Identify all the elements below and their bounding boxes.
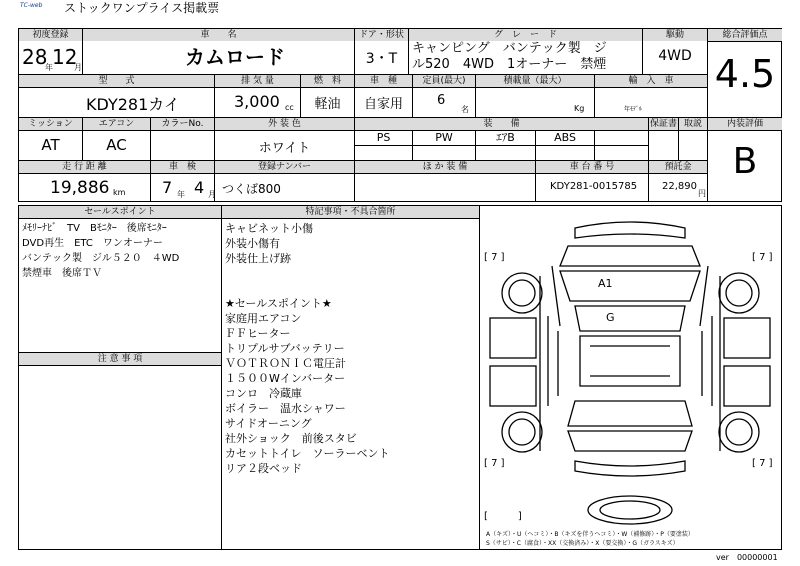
wheel-rear-left-icon <box>502 412 542 452</box>
label-other-equipment: ほ か 装 備 <box>355 161 535 173</box>
plate-value: つくば800 <box>222 182 281 196</box>
label-first-reg: 初度登録 <box>19 29 82 41</box>
right-rear-door <box>724 366 770 406</box>
bracket-front-left: [ 7 ] <box>484 252 505 263</box>
roof <box>575 306 685 331</box>
overall-score: 4.5 <box>714 52 776 96</box>
notes-list <box>225 221 475 476</box>
label-manual: 取説 <box>679 118 707 130</box>
inspection-month: 4 <box>194 178 205 197</box>
cabin-center <box>580 336 680 386</box>
cabin-detail <box>590 346 670 376</box>
label-import: 輸 入 車 <box>595 75 707 87</box>
first-reg-year: 28 <box>22 45 48 69</box>
chassis-value: KDY281-0015785 <box>550 181 638 192</box>
label-plate: 登録ナンバー <box>215 161 354 173</box>
label-equipment: 装 備 <box>355 118 648 130</box>
first-reg-year-unit: 年 <box>45 63 53 72</box>
bracket-rear-left: [ 7 ] <box>484 458 505 469</box>
label-drive: 駆動 <box>643 29 707 41</box>
grade-line1: キャンピング バンテック製 ジ <box>412 41 607 56</box>
label-interior-rating: 内装評価 <box>708 118 782 130</box>
wheel-rear-right-icon <box>719 412 759 452</box>
capacity-value: 6 <box>437 93 446 108</box>
displacement-unit: cc <box>285 103 294 112</box>
wheel-front-left-icon <box>502 273 542 313</box>
label-notes: 特記事項・不具合箇所 <box>222 206 479 218</box>
label-sales-point: セールスポイント <box>19 206 221 218</box>
legend-line2: S（サビ）・C（腐食）・XX（交換済み）・X（要交換）・G（ガラスキズ） <box>486 540 679 547</box>
bracket-spare: [ ] <box>484 511 522 522</box>
equip-pw: PW <box>435 131 453 144</box>
equip-ps: PS <box>376 131 391 144</box>
mileage-unit: km <box>113 188 126 197</box>
windshield <box>560 271 700 301</box>
list-item: 外装仕上げ跡 <box>225 252 291 265</box>
bracket-rear-right: [ 7 ] <box>752 458 773 469</box>
equip-airbag: ｴｱB <box>496 131 515 144</box>
list-item: コンロ 冷蔵庫 <box>225 387 302 400</box>
label-car-name: 車 名 <box>83 29 354 41</box>
list-item: 社外ショック 前後スタビ <box>225 432 357 445</box>
left-side-panel <box>540 276 558 451</box>
car-name: カムロード <box>185 45 285 69</box>
list-item: バンテック製 ジル５２０ ４WD <box>22 253 180 264</box>
legend-line1: A（キズ）・U（ヘコミ）・B（キズを伴うヘコミ）・W（補修跡）・P（要塗装） <box>486 531 694 538</box>
sales-points-list <box>22 221 220 281</box>
recycle-value: 22,890 <box>662 181 697 192</box>
door-shape: 3・T <box>365 51 398 67</box>
right-side-panel <box>702 276 720 451</box>
label-mileage: 走 行 距 離 <box>19 161 150 173</box>
recycle-unit: 円 <box>698 189 706 198</box>
list-item: ★セールスポイント★ <box>225 297 332 310</box>
spare-wheel-icon <box>588 496 672 524</box>
inspection-year: 7 <box>162 178 173 197</box>
label-grade: グ レ ー ド <box>409 29 642 41</box>
first-reg-month-unit: 月 <box>74 63 82 72</box>
mileage-value: 19,886 <box>50 178 110 198</box>
list-item: カセットトイレ ソーラーベント <box>225 447 390 460</box>
label-recycle: 預託金 <box>649 161 707 173</box>
list-item: キャビネット小傷 <box>225 222 313 235</box>
payload-unit: Kg <box>574 104 585 113</box>
list-item: ＦＦヒーター <box>225 327 291 340</box>
right-front-door <box>724 318 770 358</box>
left-rear-door <box>490 366 536 406</box>
list-item: リア２段ベッド <box>225 462 302 475</box>
aircon-value: AC <box>106 136 127 154</box>
label-mission: ミッション <box>19 118 82 130</box>
label-fuel: 燃 料 <box>301 75 354 87</box>
use-value: 自家用 <box>363 97 403 112</box>
capacity-unit: 名 <box>461 105 469 114</box>
hood <box>560 246 700 266</box>
label-payload: 積載量（最大） <box>476 75 594 87</box>
list-item: ﾒﾓﾘｰﾅﾋﾞ TV Bﾓﾆﾀｰ 後席ﾓﾆﾀｰ <box>22 223 167 234</box>
list-item: ＶＯＴＲＯＮＩＣ電圧計 <box>225 357 346 370</box>
label-inspection: 車 検 <box>151 161 214 173</box>
list-item <box>225 281 475 296</box>
label-aircon: エアコン <box>83 118 150 130</box>
displacement-value: 3,000 <box>234 92 280 111</box>
label-capacity: 定員(最大) <box>413 75 475 87</box>
list-item: サイドオーニング <box>225 417 312 430</box>
list-item: 禁煙車 後席ＴＶ <box>22 268 102 279</box>
trunk <box>568 431 692 451</box>
label-model: 型 式 <box>19 75 214 87</box>
label-color-no: カラーNo. <box>151 118 214 130</box>
grade-line2: ル520 4WD 1オーナー 禁煙 <box>412 57 607 72</box>
list-item: 外装小傷有 <box>225 237 280 250</box>
mission-value: AT <box>41 136 60 154</box>
first-reg-month: 12 <box>52 45 78 69</box>
label-door: ドア・形状 <box>355 29 408 41</box>
front-pillars <box>552 266 708 326</box>
exterior-color-value: ホワイト <box>258 141 311 156</box>
list-item: ボイラー 温水シャワー <box>225 402 346 415</box>
list-item: 家庭用エアコン <box>225 312 302 325</box>
list-item <box>225 266 475 281</box>
label-warranty: 保証書 <box>649 119 677 129</box>
list-item: DVD再生 ETC ワンオーナー <box>22 238 163 249</box>
interior-score: B <box>732 141 758 182</box>
header-logo: TC-web <box>20 2 43 9</box>
inspection-year-unit: 年 <box>177 190 185 199</box>
header-title: ストックワンプライス掲載票 <box>64 1 220 15</box>
damage-mark-g: G <box>606 311 615 324</box>
left-front-door <box>490 318 536 358</box>
rear-window <box>568 401 692 426</box>
version-label: ver 00000001 <box>716 553 778 562</box>
label-overall-rating: 総合評価点 <box>708 29 782 41</box>
model-code: KDY281カイ <box>86 95 180 114</box>
bracket-front-right: [ 7 ] <box>752 252 773 263</box>
list-item: トリプルサブバッテリー <box>225 342 345 355</box>
label-exterior-color: 外 装 色 <box>215 118 354 130</box>
label-chassis-no: 車 台 番 号 <box>536 161 648 173</box>
car-damage-diagram <box>480 206 781 549</box>
wheel-front-right-icon <box>719 273 759 313</box>
list-item: １５００Wインバーター <box>225 372 346 385</box>
label-caution: 注 意 事 項 <box>19 353 221 365</box>
rear-bumper <box>575 461 685 476</box>
import-note: 年ﾓﾃﾞﾙ <box>624 106 643 113</box>
damage-mark-a1: A1 <box>598 277 613 290</box>
front-bumper <box>575 222 685 238</box>
label-displacement: 排 気 量 <box>215 75 300 87</box>
fuel-value: 軽油 <box>314 97 341 112</box>
drive-value: 4WD <box>658 48 692 64</box>
inspection-month-unit: 月 <box>208 190 216 199</box>
equip-abs: ABS <box>554 131 576 144</box>
label-body-use: 車 種 <box>355 75 412 87</box>
